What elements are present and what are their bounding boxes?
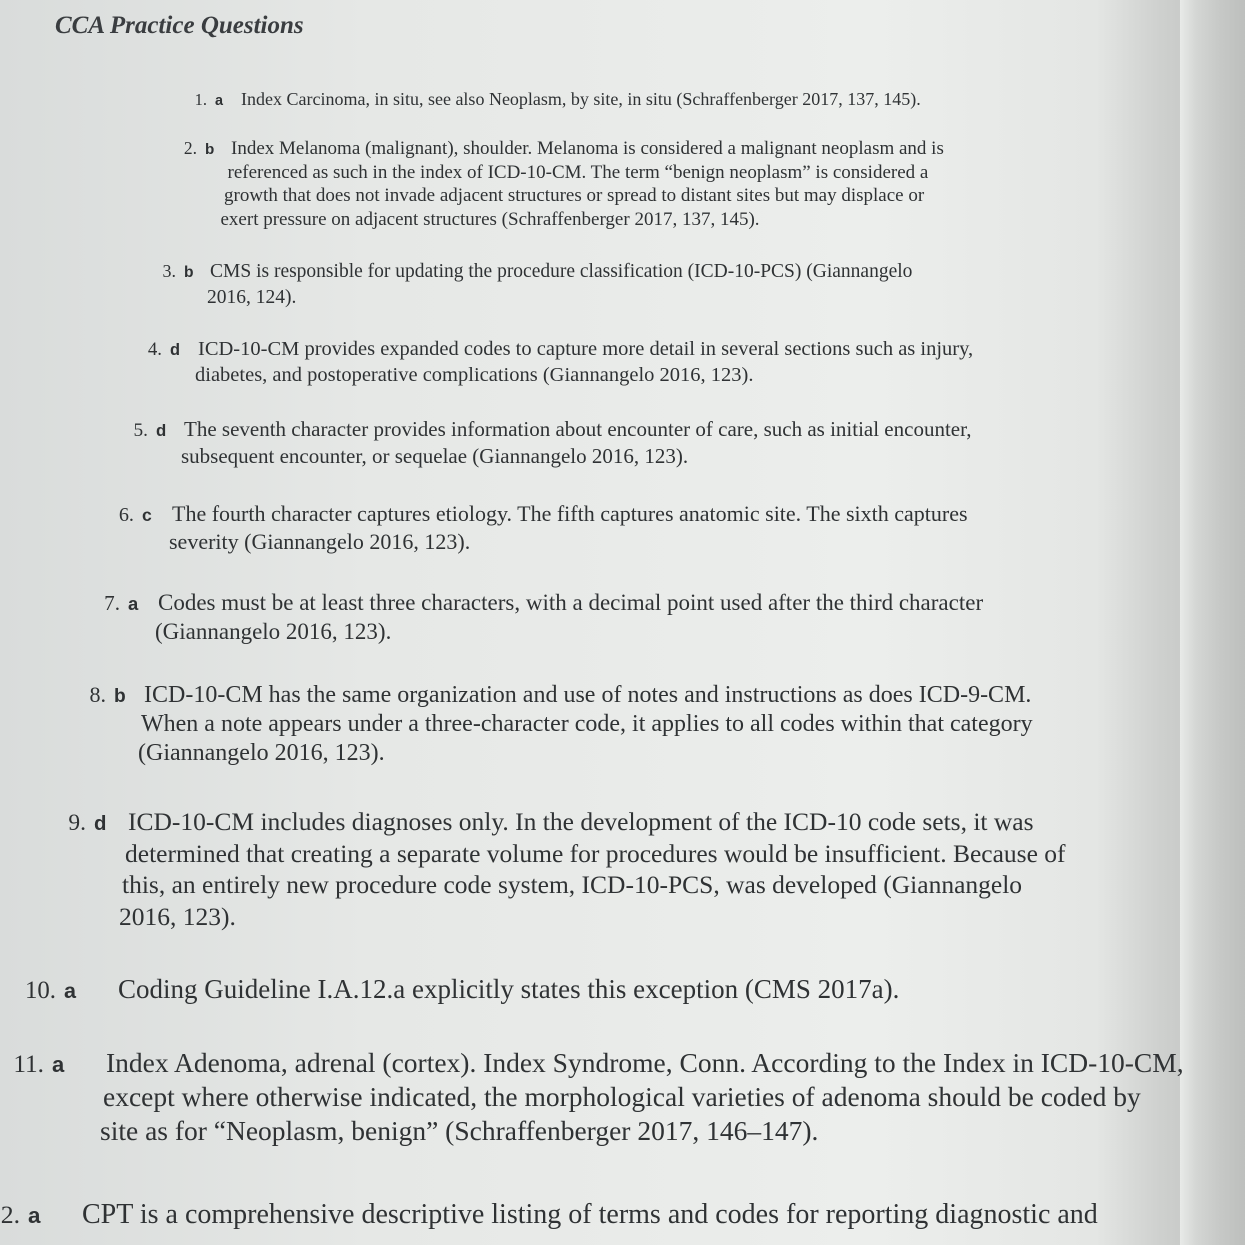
answer-explanation — [207, 259, 913, 311]
answer-explanation — [195, 336, 974, 388]
answer-number: 9. — [68, 810, 86, 836]
answer-line: growth that does not invade adjacent structures or spread to distant sites but may displace or — [224, 185, 925, 206]
answer-explanation — [241, 88, 921, 111]
answer-item — [152, 258, 912, 311]
answer-line: Codes must be at least three characters, with a decimal point used after the third character — [158, 590, 984, 615]
answer-item — [173, 137, 944, 231]
answer-line: Index Adenoma, adrenal (cortex). Index Syndrome, Conn. According to the Index in ICD-10-CM, — [106, 1047, 1184, 1078]
answer-item — [18, 972, 899, 1008]
answer-line: diabetes, and postoperative complications (Giannangelo 2016, 123). — [195, 364, 754, 386]
answer-line: severity (Giannangelo 2016, 123). — [169, 529, 471, 554]
answer-item — [124, 416, 972, 470]
answer-explanation — [155, 588, 984, 646]
answer-item — [80, 680, 1033, 768]
answer-number: 1. — [194, 90, 207, 109]
answer-letter: b — [184, 264, 194, 281]
answer-number: 5. — [133, 420, 148, 441]
answer-line: CMS is responsible for updating the procedure classification (ICD-10-PCS) (Giannangelo — [210, 261, 913, 282]
answer-letter: d — [170, 341, 181, 359]
answer-letter: d — [94, 813, 107, 835]
answer-line: ICD-10-CM has the same organization and use of notes and instructions as does ICD-9-CM. — [144, 682, 1032, 708]
answer-letter: a — [28, 1203, 41, 1228]
answer-line: ICD-10-CM provides expanded codes to capture more detail in several sections such as injury, — [198, 338, 974, 360]
answer-number: 2. — [0, 1200, 20, 1229]
answer-explanation — [220, 137, 944, 231]
answer-letter: d — [156, 421, 167, 440]
answer-explanation — [100, 1046, 1184, 1148]
answer-explanation — [82, 1198, 1098, 1232]
answer-explanation — [138, 681, 1033, 768]
answer-line: Index Melanoma (malignant), shoulder. Melanoma is considered a malignant neoplasm and is — [231, 138, 944, 159]
answer-letter: c — [142, 505, 152, 525]
answer-explanation — [181, 416, 972, 470]
running-head: CCA Practice Questions — [55, 12, 304, 39]
answer-line: Index Carcinoma, in situ, see also Neoplasm, by site, in situ (Schraffenberger 2017, 137, 145). — [241, 89, 921, 109]
answer-line: exert pressure on adjacent structures (Schraffenberger 2017, 137, 145). — [220, 208, 760, 230]
answer-explanation — [118, 972, 899, 1006]
answer-line: except where otherwise indicated, the morphological varieties of adenoma should be coded by — [103, 1081, 1141, 1112]
answer-line: Coding Guideline I.A.12.a explicitly states this exception (CMS 2017a). — [118, 974, 900, 1004]
answer-item — [183, 88, 921, 113]
answer-line: referenced as such in the index of ICD-10-CM. The term “benign neoplasm” is considered a — [227, 161, 929, 183]
answer-item — [4, 1046, 1184, 1148]
answer-line: this, an entirely new procedure code system, ICD-10-PCS, was developed (Giannangelo — [122, 870, 1023, 899]
answer-number: 2. — [183, 138, 197, 158]
answer-letter: b — [205, 141, 215, 158]
answer-explanation — [169, 500, 968, 556]
answer-explanation — [119, 806, 1066, 932]
answer-line: site as for “Neoplasm, benign” (Schraffenberger 2017, 146–147). — [100, 1115, 819, 1146]
answer-number: 3. — [162, 261, 176, 281]
answer-line: The seventh character provides information about encounter of care, such as initial encounter, — [184, 417, 972, 441]
answer-line: (Giannangelo 2016, 123). — [138, 740, 385, 766]
answer-number: 4. — [147, 339, 162, 360]
answer-number: 11. — [13, 1050, 44, 1078]
answer-line: CPT is a comprehensive descriptive listing of terms and codes for reporting diagnostic and — [82, 1199, 1098, 1230]
answer-number: 10. — [24, 977, 56, 1004]
answer-line: (Giannangelo 2016, 123). — [155, 619, 392, 644]
answer-letter: b — [114, 686, 126, 707]
answer-item — [0, 1198, 1098, 1233]
answer-letter: a — [215, 93, 224, 109]
answer-item — [138, 336, 973, 388]
answer-letter: a — [128, 593, 139, 614]
answer-line: 2016, 123). — [119, 901, 236, 931]
answer-number: 6. — [118, 504, 134, 526]
answer-item — [110, 500, 968, 556]
answer-line: The fourth character captures etiology. The fifth captures anatomic site. The sixth captures — [172, 501, 968, 526]
answer-number: 7. — [104, 591, 120, 615]
answer-letter: a — [64, 978, 77, 1003]
answer-line: determined that creating a separate volume for procedures would be insufficient. Because of — [125, 838, 1066, 868]
answer-letter: a — [52, 1052, 65, 1077]
answer-item — [96, 588, 983, 646]
answer-line: ICD-10-CM includes diagnoses only. In the development of the ICD-10 code sets, it was — [128, 807, 1034, 836]
answer-line: 2016, 124). — [207, 287, 297, 308]
answer-line: When a note appears under a three-character code, it applies to all codes within that category — [141, 711, 1033, 737]
answer-number: 8. — [89, 682, 106, 707]
answer-line: subsequent encounter, or sequelae (Giannangelo 2016, 123). — [181, 444, 689, 468]
answer-item — [58, 806, 1066, 932]
